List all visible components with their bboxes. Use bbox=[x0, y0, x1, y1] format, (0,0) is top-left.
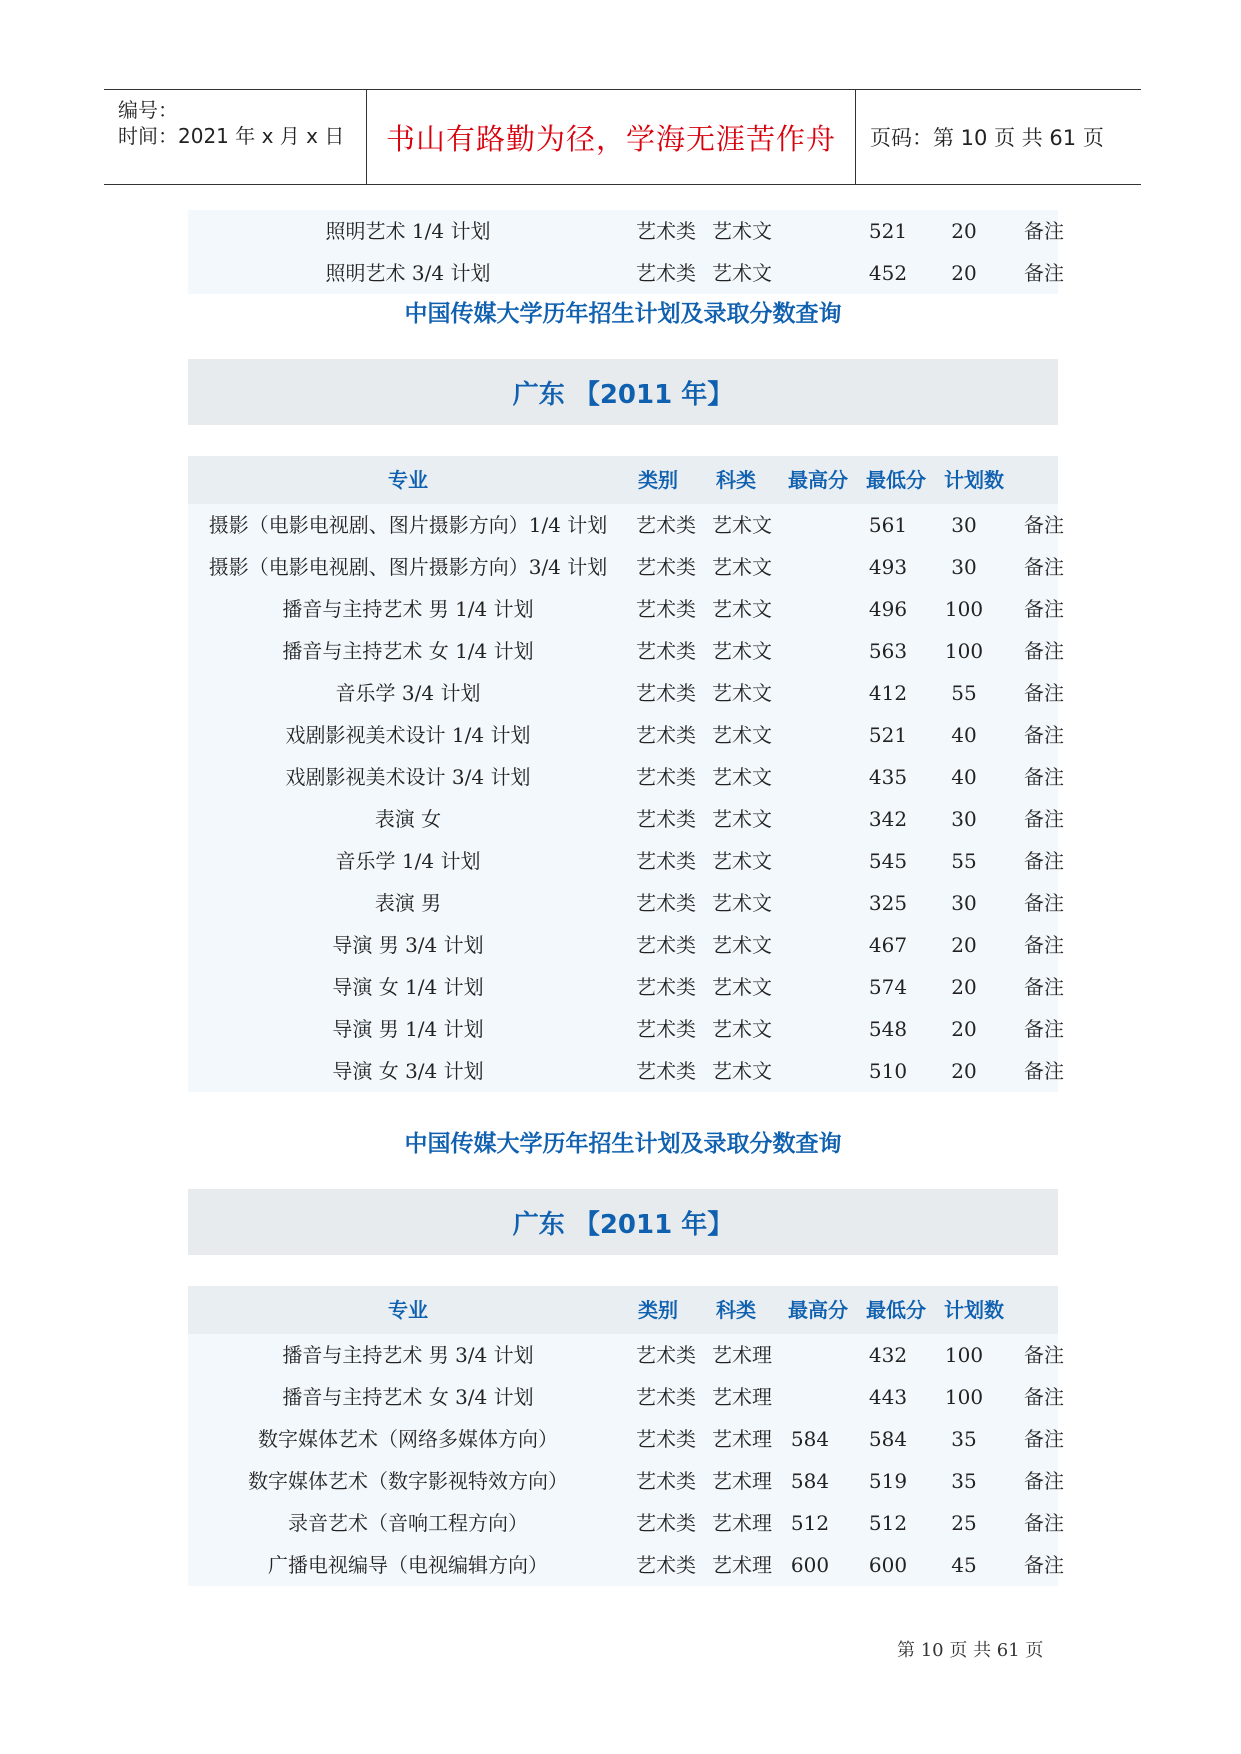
cell-note: 备注 bbox=[1024, 891, 1064, 915]
col-major-header: 专业 bbox=[388, 468, 428, 492]
cell-major: 播音与主持艺术 男 3/4 计划 bbox=[282, 1343, 534, 1367]
cell-hi: 600 bbox=[790, 1553, 830, 1577]
table-header-2 bbox=[188, 1286, 1058, 1334]
table-row bbox=[188, 966, 1064, 1008]
cell-lo: 545 bbox=[868, 849, 908, 873]
cell-cat: 艺术类 bbox=[636, 765, 696, 789]
cell-plan: 30 bbox=[951, 807, 977, 831]
cell-sub: 艺术文 bbox=[712, 765, 772, 789]
cell-sub: 艺术文 bbox=[712, 849, 772, 873]
cell-plan: 100 bbox=[944, 1385, 984, 1409]
table-row bbox=[188, 840, 1064, 882]
cell-cat: 艺术类 bbox=[636, 1553, 696, 1577]
col-lo-header: 最低分 bbox=[866, 468, 926, 492]
col-sub-header: 科类 bbox=[716, 468, 756, 492]
cell-hi: 584 bbox=[790, 1469, 830, 1493]
cell-cat: 艺术类 bbox=[636, 1511, 696, 1535]
cell-plan: 20 bbox=[951, 933, 977, 957]
section1-table bbox=[188, 456, 1064, 1092]
table-row bbox=[188, 252, 1064, 294]
table-row bbox=[188, 1460, 1064, 1502]
header-info-cell bbox=[104, 90, 366, 184]
col-hi-header: 最高分 bbox=[788, 1298, 848, 1322]
cell-plan: 100 bbox=[944, 1343, 984, 1367]
table-row bbox=[188, 924, 1064, 966]
table-row bbox=[188, 210, 1064, 252]
cell-major: 戏剧影视美术设计 3/4 计划 bbox=[285, 765, 531, 789]
cell-lo: 443 bbox=[868, 1385, 908, 1409]
top-table bbox=[188, 210, 1064, 294]
cell-sub: 艺术文 bbox=[712, 891, 772, 915]
cell-major: 表演 男 bbox=[374, 891, 442, 915]
cell-plan: 35 bbox=[951, 1469, 977, 1493]
cell-note: 备注 bbox=[1024, 513, 1064, 537]
cell-lo: 512 bbox=[868, 1511, 908, 1535]
cell-sub: 艺术理 bbox=[712, 1427, 772, 1451]
cell-lo: 452 bbox=[868, 261, 908, 285]
cell-sub: 艺术文 bbox=[712, 261, 772, 285]
cell-lo: 548 bbox=[868, 1017, 908, 1041]
cell-plan: 100 bbox=[944, 639, 984, 663]
cell-cat: 艺术类 bbox=[636, 1427, 696, 1451]
cell-cat: 艺术类 bbox=[636, 807, 696, 831]
cell-lo: 574 bbox=[868, 975, 908, 999]
cell-lo: 435 bbox=[868, 765, 908, 789]
cell-lo: 563 bbox=[868, 639, 908, 663]
cell-cat: 艺术类 bbox=[636, 597, 696, 621]
serial-label: 编号： bbox=[118, 98, 178, 122]
cell-note: 备注 bbox=[1024, 1553, 1064, 1577]
region-banner-2: 广东 【2011 年】 bbox=[188, 1189, 1058, 1255]
col-plan-header: 计划数 bbox=[944, 468, 1004, 492]
cell-note: 备注 bbox=[1024, 1469, 1064, 1493]
cell-cat: 艺术类 bbox=[636, 1017, 696, 1041]
cell-note: 备注 bbox=[1024, 1343, 1064, 1367]
cell-lo: 584 bbox=[868, 1427, 908, 1451]
cell-note: 备注 bbox=[1024, 597, 1064, 621]
cell-major: 导演 男 1/4 计划 bbox=[332, 1017, 484, 1041]
table-header-1 bbox=[188, 456, 1058, 504]
cell-cat: 艺术类 bbox=[636, 1343, 696, 1367]
table-row bbox=[188, 546, 1064, 588]
table-row bbox=[188, 1376, 1064, 1418]
cell-lo: 412 bbox=[868, 681, 908, 705]
cell-major: 表演 女 bbox=[374, 807, 442, 831]
cell-plan: 20 bbox=[951, 1017, 977, 1041]
cell-major: 导演 女 1/4 计划 bbox=[332, 975, 484, 999]
table-row bbox=[188, 1008, 1064, 1050]
cell-major: 音乐学 1/4 计划 bbox=[335, 849, 481, 873]
cell-major: 数字媒体艺术（网络多媒体方向） bbox=[258, 1427, 558, 1451]
table-row bbox=[188, 1334, 1064, 1376]
section2-table bbox=[188, 1286, 1064, 1586]
cell-major: 导演 男 3/4 计划 bbox=[332, 933, 484, 957]
cell-cat: 艺术类 bbox=[636, 933, 696, 957]
cell-note: 备注 bbox=[1024, 639, 1064, 663]
cell-cat: 艺术类 bbox=[636, 1469, 696, 1493]
cell-cat: 艺术类 bbox=[636, 555, 696, 579]
table-row bbox=[188, 588, 1064, 630]
cell-lo: 519 bbox=[868, 1469, 908, 1493]
cell-lo: 521 bbox=[868, 219, 908, 243]
cell-plan: 40 bbox=[951, 723, 977, 747]
cell-sub: 艺术文 bbox=[712, 1017, 772, 1041]
cell-plan: 20 bbox=[951, 975, 977, 999]
cell-note: 备注 bbox=[1024, 681, 1064, 705]
cell-major: 导演 女 3/4 计划 bbox=[332, 1059, 484, 1083]
table-row bbox=[188, 882, 1064, 924]
cell-cat: 艺术类 bbox=[636, 261, 696, 285]
table-row bbox=[188, 798, 1064, 840]
cell-major: 播音与主持艺术 女 1/4 计划 bbox=[282, 639, 534, 663]
cell-lo: 467 bbox=[868, 933, 908, 957]
cell-major: 戏剧影视美术设计 1/4 计划 bbox=[285, 723, 531, 747]
site-title-1: 中国传媒大学历年招生计划及录取分数查询 bbox=[404, 301, 842, 327]
cell-sub: 艺术文 bbox=[712, 681, 772, 705]
table-row bbox=[188, 630, 1064, 672]
cell-cat: 艺术类 bbox=[636, 639, 696, 663]
cell-lo: 521 bbox=[868, 723, 908, 747]
cell-plan: 30 bbox=[951, 555, 977, 579]
cell-note: 备注 bbox=[1024, 723, 1064, 747]
cell-hi: 584 bbox=[790, 1427, 830, 1451]
col-plan-header: 计划数 bbox=[944, 1298, 1004, 1322]
cell-cat: 艺术类 bbox=[636, 1059, 696, 1083]
cell-major: 播音与主持艺术 男 1/4 计划 bbox=[282, 597, 534, 621]
cell-cat: 艺术类 bbox=[636, 975, 696, 999]
cell-plan: 40 bbox=[951, 765, 977, 789]
page-header bbox=[104, 89, 1141, 185]
cell-sub: 艺术理 bbox=[712, 1385, 772, 1409]
table-row bbox=[188, 1544, 1064, 1586]
cell-hi: 512 bbox=[790, 1511, 830, 1535]
motto-text: 书山有路勤为径，学海无涯苦作舟 bbox=[385, 121, 836, 156]
cell-sub: 艺术文 bbox=[712, 219, 772, 243]
cell-lo: 600 bbox=[868, 1553, 908, 1577]
cell-note: 备注 bbox=[1024, 849, 1064, 873]
col-sub-header: 科类 bbox=[716, 1298, 756, 1322]
cell-sub: 艺术理 bbox=[712, 1343, 772, 1367]
cell-sub: 艺术文 bbox=[712, 513, 772, 537]
cell-lo: 561 bbox=[868, 513, 908, 537]
cell-plan: 55 bbox=[951, 849, 977, 873]
col-cat-header: 类别 bbox=[638, 468, 678, 492]
cell-note: 备注 bbox=[1024, 1511, 1064, 1535]
cell-cat: 艺术类 bbox=[636, 849, 696, 873]
cell-cat: 艺术类 bbox=[636, 891, 696, 915]
cell-note: 备注 bbox=[1024, 1427, 1064, 1451]
header-page-cell bbox=[856, 90, 1141, 184]
table-row bbox=[188, 1418, 1064, 1460]
cell-plan: 35 bbox=[951, 1427, 977, 1451]
cell-plan: 20 bbox=[951, 261, 977, 285]
cell-note: 备注 bbox=[1024, 807, 1064, 831]
cell-cat: 艺术类 bbox=[636, 1385, 696, 1409]
cell-sub: 艺术文 bbox=[712, 723, 772, 747]
cell-lo: 493 bbox=[868, 555, 908, 579]
cell-cat: 艺术类 bbox=[636, 723, 696, 747]
cell-plan: 100 bbox=[944, 597, 984, 621]
section1-rows bbox=[188, 504, 1064, 1092]
cell-major: 音乐学 3/4 计划 bbox=[335, 681, 481, 705]
cell-sub: 艺术文 bbox=[712, 597, 772, 621]
page-footer: 第 10 页 共 61 页 bbox=[897, 1640, 1044, 1661]
site-title-2: 中国传媒大学历年招生计划及录取分数查询 bbox=[404, 1131, 842, 1157]
cell-plan: 55 bbox=[951, 681, 977, 705]
table-row bbox=[188, 504, 1064, 546]
cell-sub: 艺术文 bbox=[712, 555, 772, 579]
col-major-header: 专业 bbox=[388, 1298, 428, 1322]
cell-lo: 325 bbox=[868, 891, 908, 915]
header-motto-cell bbox=[366, 90, 856, 184]
cell-sub: 艺术文 bbox=[712, 975, 772, 999]
table-row bbox=[188, 672, 1064, 714]
cell-plan: 20 bbox=[951, 1059, 977, 1083]
cell-note: 备注 bbox=[1024, 555, 1064, 579]
cell-plan: 45 bbox=[951, 1553, 977, 1577]
cell-plan: 30 bbox=[951, 891, 977, 915]
col-cat-header: 类别 bbox=[638, 1298, 678, 1322]
cell-note: 备注 bbox=[1024, 1385, 1064, 1409]
col-hi-header: 最高分 bbox=[788, 468, 848, 492]
table-row bbox=[188, 714, 1064, 756]
cell-major: 录音艺术（音响工程方向） bbox=[288, 1511, 528, 1535]
cell-sub: 艺术理 bbox=[712, 1469, 772, 1493]
cell-sub: 艺术文 bbox=[712, 639, 772, 663]
cell-note: 备注 bbox=[1024, 765, 1064, 789]
cell-major: 广播电视编导（电视编辑方向） bbox=[268, 1553, 548, 1577]
cell-major: 数字媒体艺术（数字影视特效方向） bbox=[248, 1469, 568, 1493]
cell-major: 照明艺术 3/4 计划 bbox=[325, 261, 491, 285]
cell-note: 备注 bbox=[1024, 219, 1064, 243]
cell-cat: 艺术类 bbox=[636, 219, 696, 243]
table-row bbox=[188, 1502, 1064, 1544]
cell-lo: 432 bbox=[868, 1343, 908, 1367]
cell-note: 备注 bbox=[1024, 261, 1064, 285]
cell-note: 备注 bbox=[1024, 975, 1064, 999]
cell-sub: 艺术文 bbox=[712, 1059, 772, 1083]
cell-sub: 艺术理 bbox=[712, 1553, 772, 1577]
cell-lo: 496 bbox=[868, 597, 908, 621]
cell-plan: 30 bbox=[951, 513, 977, 537]
cell-plan: 25 bbox=[951, 1511, 977, 1535]
time-label: 时间：2021 年 x 月 x 日 bbox=[118, 124, 345, 148]
cell-major: 摄影（电影电视剧、图片摄影方向）1/4 计划 bbox=[208, 513, 608, 537]
page-label: 页码：第 10 页 共 61 页 bbox=[870, 126, 1104, 150]
cell-note: 备注 bbox=[1024, 1059, 1064, 1083]
cell-sub: 艺术理 bbox=[712, 1511, 772, 1535]
region-banner-1: 广东 【2011 年】 bbox=[188, 359, 1058, 425]
cell-lo: 342 bbox=[868, 807, 908, 831]
cell-sub: 艺术文 bbox=[712, 933, 772, 957]
section2-rows bbox=[188, 1334, 1064, 1586]
cell-cat: 艺术类 bbox=[636, 513, 696, 537]
cell-major: 摄影（电影电视剧、图片摄影方向）3/4 计划 bbox=[208, 555, 608, 579]
cell-major: 播音与主持艺术 女 3/4 计划 bbox=[282, 1385, 534, 1409]
table-row bbox=[188, 756, 1064, 798]
cell-cat: 艺术类 bbox=[636, 681, 696, 705]
table-row bbox=[188, 1050, 1064, 1092]
cell-note: 备注 bbox=[1024, 933, 1064, 957]
cell-note: 备注 bbox=[1024, 1017, 1064, 1041]
cell-lo: 510 bbox=[868, 1059, 908, 1083]
cell-plan: 20 bbox=[951, 219, 977, 243]
col-lo-header: 最低分 bbox=[866, 1298, 926, 1322]
cell-sub: 艺术文 bbox=[712, 807, 772, 831]
cell-major: 照明艺术 1/4 计划 bbox=[325, 219, 491, 243]
